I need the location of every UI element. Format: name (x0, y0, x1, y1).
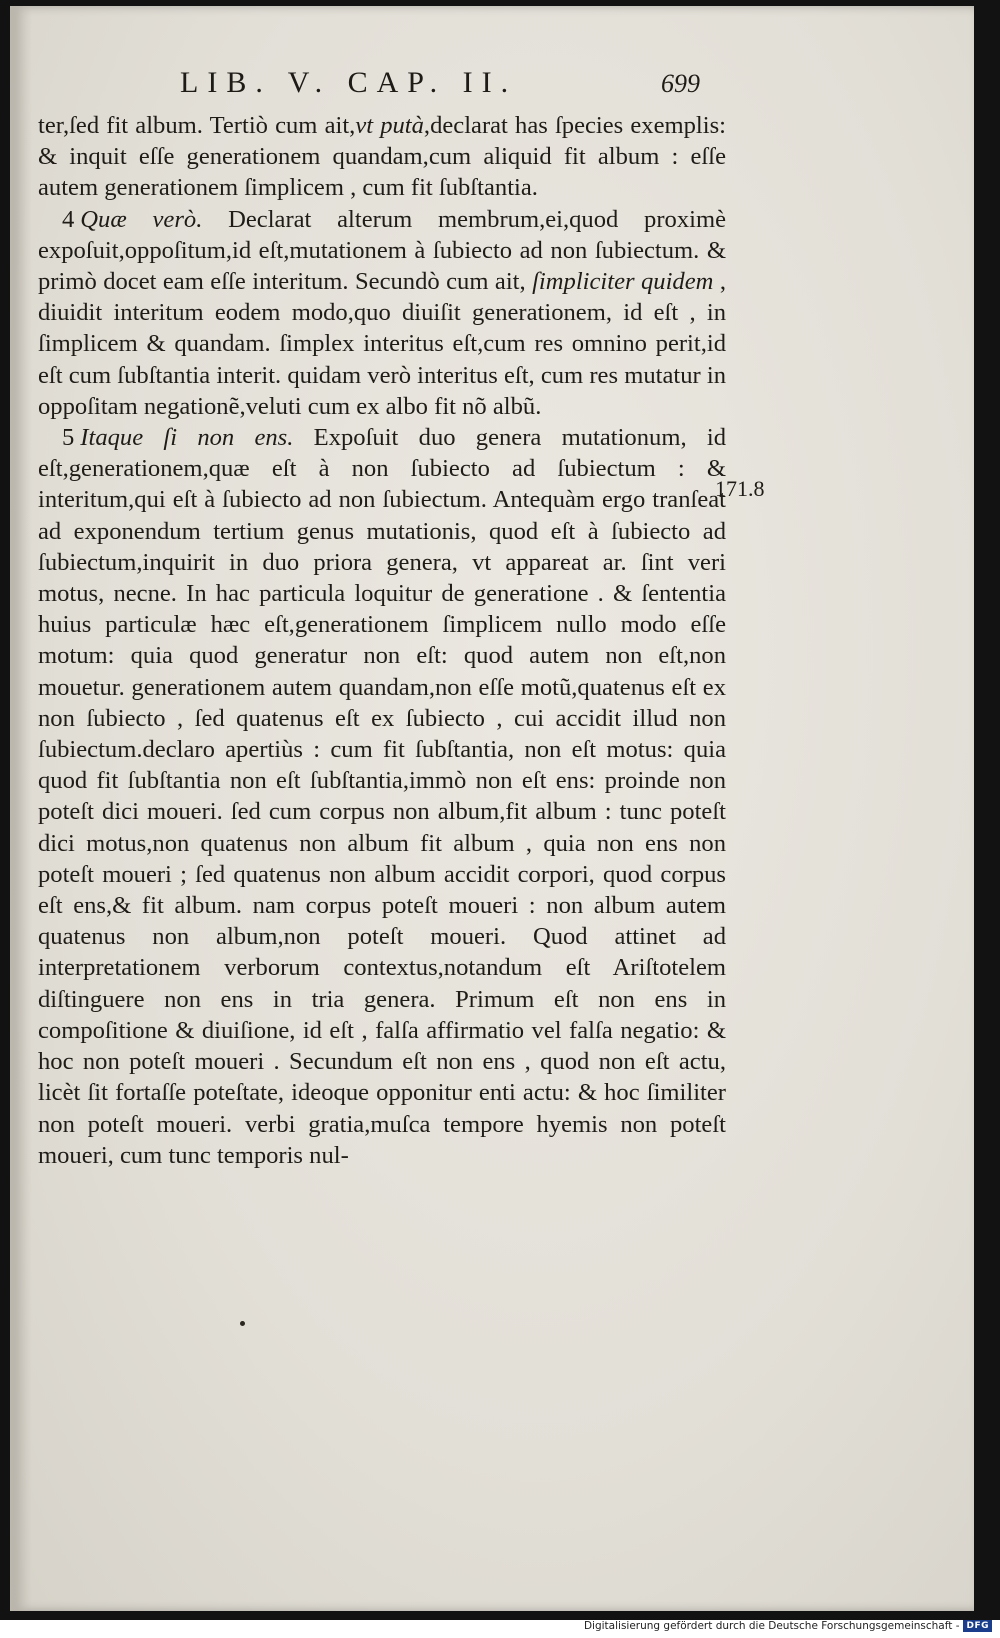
ink-speck (240, 1321, 245, 1326)
book-page (10, 6, 974, 1611)
dfg-logo-icon: DFG (963, 1620, 992, 1632)
italic-quote: ſimpliciter quidem (532, 268, 714, 296)
text-run: Declarat alterum membrum,ei,quod proximè expoſuit,oppoſitum,id eſt,mutationem à ſubiecto ad non ſubiectum. & primò docet eam eſſe interitum. Secundò cum ait, (38, 205, 727, 296)
paragraph (38, 422, 726, 1171)
lemma: Itaque ſi non ens. (80, 424, 294, 452)
text-run: ter,ſed fit album. Tertiò cum ait, (38, 112, 356, 139)
page-number: 699 (661, 69, 700, 98)
running-head (180, 66, 700, 100)
commentary-text (38, 110, 726, 1171)
paragraph (38, 110, 726, 204)
footer-credit: Digitalisierung gefördert durch die Deutsche Forschungsgemeinschaft - (583, 1620, 960, 1632)
text-run: Expoſuit duo genera mutationum, id eſt,generationem,quæ eſt à non ſubiecto ad ſubiectum : & interitum,qui eſt à ſubiecto ad non ſubiectum. Antequàm ergo tranſeat ad exponendum tertium genus mutationis, quod eſt à ſubiecto ad ſubiectum,inquirit in duo priora genera, vt appareat ar. ſint veri motus, necne. In hac particula loquitur de generatione . & ſententia huius particulæ hæc eſt,generationem ſimplicem nullo modo eſſe motum: quia quod generatur non eſt: quod autem non eſt,non mouetur. generationem autem quandam,non eſſe motũ,quatenus eſt ex non ſubiecto , ſed quatenus eſt ex ſubiecto , cui accidit illud non ſubiectum.declaro apertiùs : cum fit ſubſtantia, non eſt motus: quia quod fit ſubſtantia non eſt ſubſtantia,immò non eſt ens: proinde non poteſt dici moueri. ſed cum corpus non album,fit album : tunc poteſt dici motus,non quatenus non album fit album , quia non ens non poteſt moueri ; ſed quatenus non album accidit corpori, quod corpus eſt ens,& fit album. nam corpus poteſt moueri : non album autem quatenus non album,non poteſt moueri. Quod attinet ad interpretationem verborum contextus,notandum eſt Ariſtotelem diſtinguere non ens in tria genera. Primum eſt non ens in compoſitione & diuiſione, id eſt , falſa affirmatio vel falſa negatio: & hoc non poteſt moueri . Secundum eſt non ens , quod non eſt actu, licèt ſit fortaſſe poteſtate, ideoque opponitur enti actu: & hoc ſimiliter non poteſt moueri. verbi gratia,muſca tempore hyemis non poteſt moueri, cum tunc temporis nul- (38, 424, 726, 1169)
paragraph-number: 4 (62, 205, 75, 233)
digitization-footer (584, 1620, 992, 1632)
page-gutter-shadow (10, 6, 32, 1611)
lemma: Quæ verò. (80, 205, 203, 233)
running-title: LIB. V. CAP. II. (180, 66, 518, 99)
marginal-reference: 171.8 (715, 476, 765, 501)
text-run: , diuidit interitum eodem modo,quo diuiſit generationem, id eſt , in ſimplicem & quandam. ſimplex interitus eſt,cum res omnino perit,id eſt cum ſubſtantia interit. quidam verò interitus eſt, cum res mutatur in oppoſitam negationẽ,veluti cum ex albo fit nõ albũ. (38, 268, 726, 420)
text-run: ,declarat has ſpecies exemplis: & inquit eſſe generationem quandam,cum aliquid fit album : eſſe autem generationem ſimplicem , cum fit ſubſtantia. (38, 112, 726, 202)
paragraph-number: 5 (62, 424, 75, 452)
italic-quote: vt putà (355, 112, 424, 139)
paragraph (38, 204, 726, 422)
